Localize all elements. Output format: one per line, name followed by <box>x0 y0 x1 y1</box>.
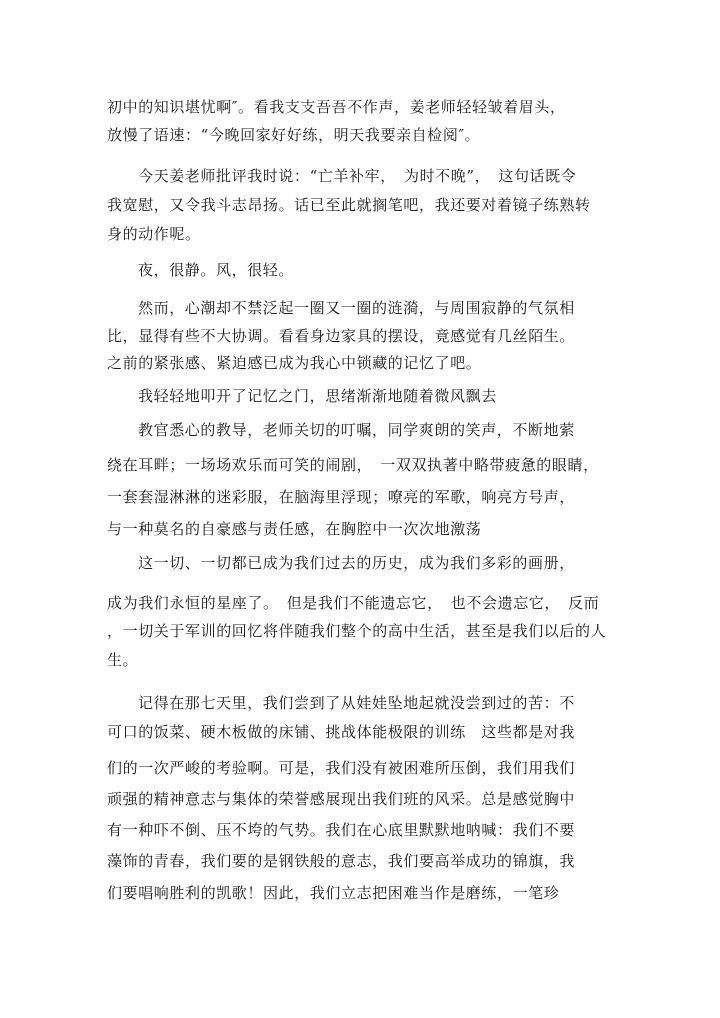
text-line: 我轻轻地叩开了记忆之门，思绪渐渐地随着微风飘去 <box>138 387 497 405</box>
text-line: ，一切关于军训的回忆将伴随我们整个的高中生活，甚至是我们以后的人 <box>107 622 607 640</box>
text-line: 一套套湿淋淋的迷彩服，在脑海里浮现；嘹亮的军歌，响亮方号声， <box>107 488 576 506</box>
text-line: 教官悉心的教导，老师关切的叮嘱，同学爽朗的笑声，不断地萦 <box>138 421 575 439</box>
text-line: 比，显得有些不大协调。看看身边家具的摆设，竟感觉有几丝陌生。 <box>107 327 576 345</box>
text-line: 夜，很静。风，很轻。 <box>138 261 295 279</box>
text-line: 然而，心潮却不禁泛起一圈又一圈的涟漪，与周围寂静的气氛相 <box>138 299 575 317</box>
text-line: 之前的紧张感、紧迫感已成为我心中锁藏的记忆了吧。 <box>107 354 482 372</box>
text-line: 有一种吓不倒、压不垮的气势。我们在心底里默默地呐喊：我们不要 <box>107 821 576 839</box>
text-line: 放慢了语速：“今晚回家好好练，明天我要亲自检阅″。 <box>107 126 481 144</box>
text-line: 记得在那七天里，我们尝到了从娃娃坠地起就没尝到过的苦：不 <box>138 694 575 712</box>
text-line: 们的一次严峻的考验啊。可是，我们没有被困难所压倒，我们用我们 <box>107 759 576 777</box>
text-line: 可口的饭菜、硬木板做的床铺、挑战体能极限的训练 这些都是对我 <box>107 723 576 741</box>
text-line: 们要唱响胜利的凯歌！因此，我们立志把困难当作是磨练，一笔珍 <box>107 884 560 902</box>
text-line: 顽强的精神意志与集体的荣誉感展现出我们班的风采。总是感觉胸中 <box>107 790 576 808</box>
text-line: 我宽慰，又令我斗志昂扬。话已至此就搁笔吧，我还要对着镜子练熟转 <box>107 196 591 214</box>
text-line: 初中的知识堪忧啊″。看我支支吾吾不作声，姜老师轻轻皱着眉头， <box>107 98 566 116</box>
text-line: 今天姜老师批评我时说：“亡羊补牢， 为时不晚”， 这句话既令 <box>138 167 577 185</box>
text-line: 这一切、一切都已成为我们过去的历史，成为我们多彩的画册， <box>138 554 575 572</box>
text-line: 生。 <box>107 651 139 669</box>
text-line: 藻饰的青春，我们要的是钢铁般的意志，我们要高举成功的锦旗，我 <box>107 852 576 870</box>
text-line: 绕在耳畔；一场场欢乐而可笑的闹剧， 一双双执著中略带疲惫的眼睛， <box>107 456 599 474</box>
text-line: 身的动作呢。 <box>107 225 201 243</box>
text-line: 成为我们永恒的星座了。 但是我们不能遗忘它， 也不会遗忘它， 反而 <box>107 594 600 612</box>
text-line: 与一种莫名的自豪感与责任感，在胸腔中一次次地激荡 <box>107 520 482 538</box>
